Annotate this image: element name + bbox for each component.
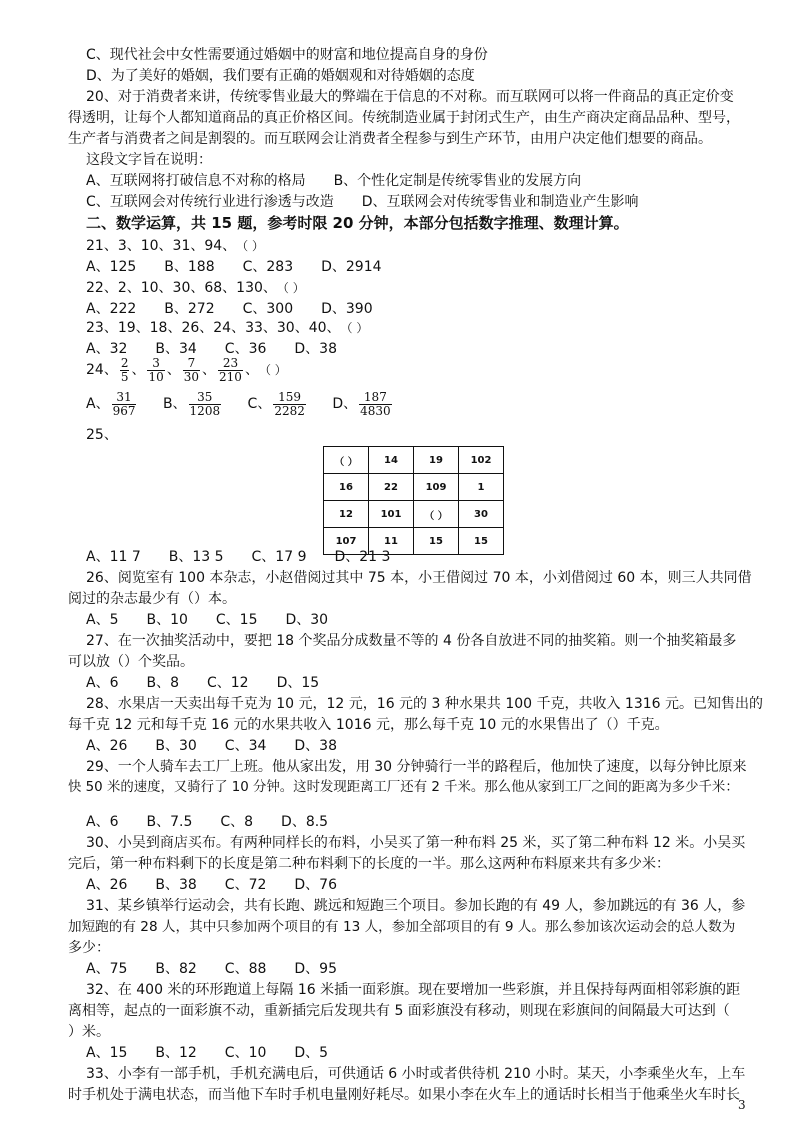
question-20-options: C、互联网会对传统行业进行渗透与改造 D、互联网会对传统零售业和制造业产生影响: [86, 194, 639, 210]
option-label: B、: [162, 396, 187, 412]
answer-blank: （ ）: [258, 363, 287, 377]
page-number: 3: [738, 1098, 746, 1112]
option-c: [248, 389, 308, 419]
question-20-prompt: 这段文字旨在说明：: [86, 152, 212, 168]
question-24: 24、 $\frac{2}{5}$ 、 $\frac{3}{10}$ 、 $\frac{7}{30}$ 、 $\frac{23}{210}$ 、（ ）: [86, 355, 287, 384]
denominator: 967: [112, 403, 136, 418]
question-32-options: A、15 B、12 C、10 D、5: [86, 1045, 329, 1061]
answer-blank: （ ）: [340, 321, 369, 335]
question-31-text: 多少：: [68, 940, 110, 956]
sequence-fraction: [120, 357, 130, 384]
sequence-fraction: [183, 357, 200, 384]
grid-cell: 109: [414, 474, 459, 501]
question-33-text: 时手机处于满电状态，而当他下车时手机电量刚好耗尽。如果小李在火车上的通话时长相当于他乘坐火车时长: [68, 1087, 740, 1103]
denominator: 10: [148, 369, 164, 384]
question-26-text: 26、阅览室有 100 本杂志，小赵借阅过其中 75 本，小王借阅过 70 本，小刘借阅过 60 本，则三人共同借: [86, 570, 752, 586]
section-heading: 二、数学运算，共 15 题，参考时限 20 分钟，本部分包括数字推理、数理计算。: [86, 214, 629, 232]
question-30-text: 30、小吴到商店买布。有两种同样长的布料，小吴买了第一种布料 25 米，买了第二种布料 12 米。小吴买: [86, 835, 746, 851]
grid-cell: 102: [459, 447, 504, 474]
numerator: 159: [278, 389, 302, 404]
question-27-text: 可以放（）个奖品。: [68, 654, 194, 670]
option-label: A、: [86, 396, 110, 412]
question-31-options: A、75 B、82 C、88 D、95: [86, 961, 337, 977]
question-22: [86, 278, 305, 298]
grid-cell: 19: [414, 447, 459, 474]
question-23: [86, 318, 368, 338]
grid-cell: （ ）: [414, 501, 459, 528]
question-33-text: 33、小李有一部手机，手机充满电后，可供通话 6 小时或者供待机 210 小时。某天，小李乘坐火车，上车: [86, 1066, 746, 1082]
question-23-text: 23、19、18、26、24、33、30、40、: [86, 320, 341, 336]
question-22-text: 22、2、10、30、68、130、: [86, 280, 277, 296]
denominator: 30: [183, 369, 200, 384]
question-21: [86, 236, 264, 256]
answer-blank: （ ）: [236, 239, 264, 253]
question-28-options: A、26 B、30 C、34 D、38: [86, 738, 337, 754]
question-25-text: 25、: [86, 427, 118, 443]
question-32-text: 32、在 400 米的环形跑道上每隔 16 米插一面彩旗。现在要增加一些彩旗，并且保持每两面相邻彩旗的距: [86, 982, 741, 998]
grid-cell: 101: [369, 501, 414, 528]
numerator: 23: [222, 355, 239, 370]
question-31-text: 加短跑的有 28 人，其中只参加两个项目的有 13 人，参加全部项目的有 9 人。那么参加该次运动会的总人数为: [68, 919, 736, 935]
numerator: 3: [152, 355, 160, 370]
grid-cell: 30: [459, 501, 504, 528]
grid-cell: 1: [459, 474, 504, 501]
grid-cell: 15: [414, 528, 459, 555]
grid-cell: 14: [369, 447, 414, 474]
question-24-options: [86, 389, 394, 419]
grid-cell: 15: [459, 528, 504, 555]
option-d: [332, 389, 393, 419]
question-20-options: A、互联网将打破信息不对称的格局 B、个性化定制是传统零售业的发展方向: [86, 173, 582, 189]
question-27-options: A、6 B、8 C、12 D、15: [86, 675, 320, 691]
numerator: 187: [363, 389, 387, 404]
grid-cell: 107: [324, 528, 369, 555]
numerator: 35: [197, 389, 213, 404]
question-24-text: 24、: [86, 362, 118, 378]
option-fraction: [112, 391, 137, 418]
grid-cell: 22: [369, 474, 414, 501]
question-29-text: 快 50 米的速度，又骑行了 10 分钟。这时发现距离工厂还有 2 千米。那么他从家到工厂之间的距离为多少千米：: [68, 780, 739, 795]
grid-cell: 16: [324, 474, 369, 501]
grid-row: [324, 474, 504, 501]
question-25-options: A、11 7 B、13 5 C、17 9 D、21 3: [86, 549, 391, 565]
grid-row: [324, 501, 504, 528]
question-20-text: 20、对于消费者来讲，传统零售业最大的弊端在于信息的不对称。而互联网可以将一件商品的真正定价变: [86, 89, 734, 105]
sequence-fraction: [147, 357, 164, 384]
option-fraction: [359, 391, 392, 418]
option-fraction: [273, 391, 306, 418]
numerator: 7: [187, 355, 196, 370]
denominator: 1208: [189, 403, 221, 418]
question-21-text: 21、3、10、31、94、: [86, 238, 237, 254]
number-grid: [323, 446, 504, 555]
denominator: 210: [219, 369, 242, 384]
option-a: [86, 389, 138, 419]
question-26-options: A、5 B、10 C、15 D、30: [86, 612, 329, 628]
grid-cell: 12: [324, 501, 369, 528]
option-fraction: [189, 391, 222, 418]
option-line: D、为了美好的婚姻，我们要有正确的婚姻观和对待婚姻的态度: [86, 68, 475, 84]
denominator: 4830: [360, 403, 391, 418]
question-30-options: A、26 B、38 C、72 D、76: [86, 877, 337, 893]
sequence-fraction: [218, 357, 243, 384]
question-26-text: 阅过的杂志最少有（）本。: [68, 591, 236, 607]
question-32-text: ）米。: [68, 1024, 110, 1040]
question-30-text: 完后，第一种布料剩下的长度是第二种布料剩下的长度的一半。那么这两种布料原来共有多少米：: [68, 856, 670, 872]
denominator: 5: [120, 369, 129, 384]
question-32-text: 离相等，起点的一面彩旗不动，重新插完后发现共有 5 面彩旗没有移动，则现在彩旗间的间隔最大可达到（: [68, 1003, 730, 1019]
denominator: 2282: [274, 403, 305, 418]
question-28-text: 28、水果店一天卖出每千克为 10 元，12 元，16 元的 3 种水果共 100 千克，共收入 1316 元。已知售出的: [86, 696, 764, 712]
question-29-options: A、6 B、7.5 C、8 D、8.5: [86, 814, 329, 830]
question-29-text: 29、一个人骑车去工厂上班。他从家出发，用 30 分钟骑行一半的路程后，他加快了速度，以每分钟比原来: [86, 759, 747, 775]
option-label: D、: [332, 396, 358, 412]
grid-cell: （ ）: [324, 447, 369, 474]
numerator: 31: [116, 389, 132, 404]
question-20-text: 得透明，让每个人都知道商品的真正价格区间。传统制造业属于封闭式生产，由生产商决定商品品种、型号，: [68, 110, 740, 126]
question-27-text: 27、在一次抽奖活动中，要把 18 个奖品分成数量不等的 4 份各自放进不同的抽奖箱。则一个抽奖箱最多: [86, 633, 737, 649]
question-22-options: A、222 B、272 C、300 D、390: [86, 301, 373, 317]
question-31-text: 31、某乡镇举行运动会，共有长跑、跳远和短跑三个项目。参加长跑的有 49 人，参加跳远的有 36 人，参: [86, 898, 746, 914]
option-b: [163, 389, 223, 419]
question-23-options: A、32 B、34 C、36 D、38: [86, 341, 337, 357]
question-28-text: 每千克 12 元和每千克 16 元的水果共收入 1016 元，那么每千克 10 元的水果售出了（）千克。: [68, 717, 669, 733]
numerator: 2: [120, 355, 129, 370]
grid-cell: 11: [369, 528, 414, 555]
question-21-options: A、125 B、188 C、283 D、2914: [86, 259, 382, 275]
answer-blank: （ ）: [276, 281, 305, 295]
option-label: C、: [247, 396, 272, 412]
option-line: C、现代社会中女性需要通过婚姻中的财富和地位提高自身的身份: [86, 47, 488, 63]
grid-row: [324, 447, 504, 474]
question-20-text: 生产者与消费者之间是割裂的。而互联网会让消费者全程参与到生产环节，由用户决定他们想要的商品。: [68, 131, 712, 147]
